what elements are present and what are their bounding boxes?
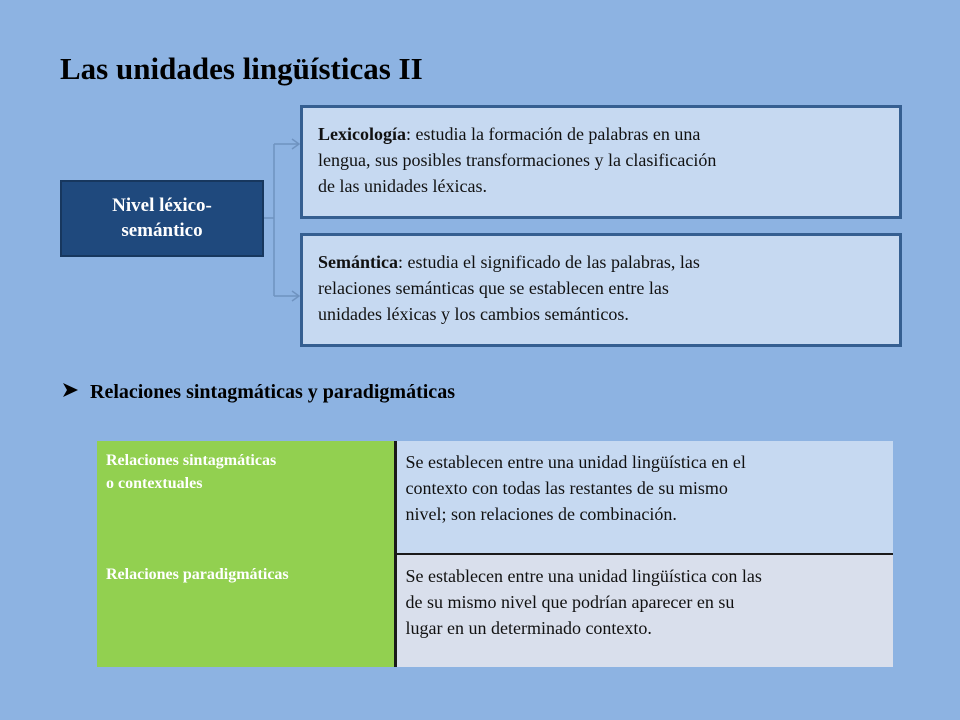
nivel-lexico-semantico-box [60, 180, 264, 257]
nivel-label-line2: semántico [121, 219, 203, 241]
semantica-line2: relaciones semánticas que se establecen entre las [318, 278, 669, 299]
lexicologia-box [300, 105, 902, 219]
table-row [97, 441, 893, 554]
lexicologia-line2: lengua, sus posibles transformaciones y la clasificación [318, 150, 717, 171]
bullet-heading [62, 381, 455, 404]
table-head-cell: Relaciones paradigmáticas [97, 554, 395, 667]
branch-connector [264, 130, 304, 310]
lexicologia-term: Lexicología [318, 124, 406, 144]
lexicologia-line3: de las unidades léxicas. [318, 176, 487, 197]
nivel-label-line1: Nivel léxico- [112, 194, 212, 216]
table-body-cell: Se establecen entre una unidad lingüística en el contexto con todas las restantes de su mismo nivel; son relaciones de combinación. [395, 441, 893, 554]
table-head-cell: Relaciones sintagmáticas o contextuales [97, 441, 395, 554]
table-body-cell: Se establecen entre una unidad lingüística con las de su mismo nivel que podrían aparecer en su lugar en un determinado contexto. [395, 554, 893, 667]
relaciones-table [97, 441, 893, 667]
semantica-line1: Semántica: estudia el significado de las palabras, las [318, 252, 700, 272]
arrow-bullet-icon [62, 381, 90, 404]
semantica-line3: unidades léxicas y los cambios semánticos. [318, 304, 629, 325]
semantica-box [300, 233, 902, 347]
semantica-term: Semántica [318, 252, 398, 272]
page-title: Las unidades lingüísticas II [60, 51, 423, 86]
table-row [97, 554, 893, 667]
lexicologia-line1: Lexicología: estudia la formación de palabras en una [318, 124, 701, 144]
bullet-text: Relaciones sintagmáticas y paradigmáticas [90, 381, 455, 403]
